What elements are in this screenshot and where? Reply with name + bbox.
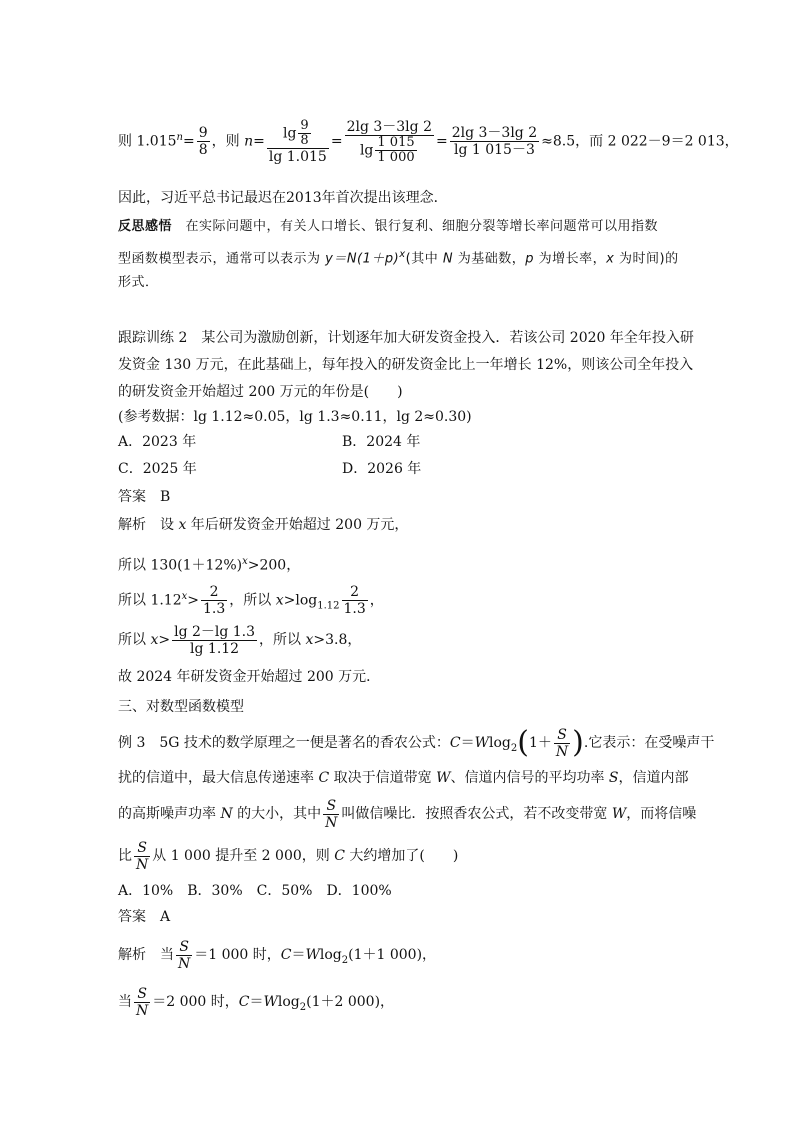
reflection-line: 反思感悟 在实际问题中，有关人口增长、银行复利、细胞分裂等增长率问题常可以用指数 <box>118 219 659 234</box>
text: = <box>435 133 448 150</box>
exponent: n <box>176 132 183 143</box>
section-heading: 三、对数型函数模型 <box>118 699 244 715</box>
solution-line: 故 2024 年研发资金开始超过 200 万元． <box>118 669 381 685</box>
reflection-line: 形式． <box>118 275 159 290</box>
fraction: $\frac{S}{N}$ <box>178 938 191 972</box>
option: D．2026 年 <box>342 461 422 477</box>
fraction: $\frac{S}{N}$ <box>136 839 149 873</box>
option: C．2025 年 <box>118 461 197 477</box>
fraction: $\frac{2\lg 3-3\lg 2}{\lg 1 015-3}$ <box>451 125 538 159</box>
fraction: $\frac{2}{1.3}$ <box>203 584 226 618</box>
text: ，则 <box>211 133 245 150</box>
reference-data: (参考数据：lg 1.12≈0.05，lg 1.3≈0.11，lg 2≈0.30) <box>118 409 472 425</box>
text: ≈8.5，而 2 022－9＝2 013， <box>541 133 739 150</box>
fraction: $\frac{S}{N}$ <box>555 726 569 760</box>
example-line: 的高斯噪声功率 N 的大小，其中 $\frac{S}{N}$ 叫做信噪比．按照香农公式，若不改变带宽 W，而将信噪 <box>118 797 697 831</box>
solution-label: 解析 <box>118 517 146 533</box>
text: = <box>330 133 343 150</box>
fraction: $\frac{S}{N}$ <box>136 985 149 1019</box>
exercise-line: 的研发资金开始超过 200 万元的年份是( ) <box>118 384 403 400</box>
text: = <box>253 133 265 150</box>
example-line: 例 3 5G 技术的数学原理之一便是著名的香农公式：C＝Wlog$_2$(1＋ $\frac{S}{N}$ ).它表示：在受噪声干 <box>118 725 715 760</box>
conclusion: 因此，习近平总书记最迟在2013年首次提出该理念． <box>118 190 448 206</box>
solution-line: 所以 $1.12^x>$ $\frac{2}{1.3}$ ，所以 $x>\log_{1.12}$ $\frac{2}{1.3}$ ， <box>118 584 384 618</box>
options-line: A．10% B．30% C．50% D．100% <box>118 883 392 899</box>
example-line: 比 $\frac{S}{N}$ 从 1 000 提升至 2 000，则 C 大约增加了( ) <box>118 839 459 873</box>
reflection-label: 反思感悟 <box>118 219 173 234</box>
exercise-line: 跟踪训练 2 某公司为激励创新，计划逐年加大研发资金投入．若该公司 2020 年全年投入研 <box>118 330 694 346</box>
solution-label: 解析 <box>118 947 146 963</box>
text: 则 1.015 <box>118 133 177 150</box>
solution-line: 所以 x> $\frac{\lg 2-\lg 1.3}{\lg 1.12}$ ，所以 x>3.8， <box>118 623 362 657</box>
reflection-line: 型函数模型表示，通常可以表示为 $y=N(1+p)^x$(其中 N 为基础数，p 为增长率，x 为时间)的 <box>118 249 679 267</box>
solution-line: 当 $\frac{S}{N}$ ＝2 000 时，C＝Wlog$_2$(1＋2 000)， <box>118 985 395 1019</box>
fraction: lg $\frac{9}{8}$ lg 1.015 <box>268 117 327 165</box>
fraction: 2lg 3－3lg 2 lg $\frac{1 015}{1 000}$ <box>346 118 432 165</box>
solution-line: 解析 当 $\frac{S}{N}$ ＝1 000 时，C＝Wlog$_2$(1＋1 000)， <box>118 938 437 972</box>
answer: 答案 A <box>118 909 171 925</box>
option: A．2023 年 <box>118 434 197 450</box>
exercise-line: 发资金 130 万元，在此基础上，每年投入的研发资金比上一年增长 12%，则该公司全年投入 <box>118 357 694 373</box>
solution-line: 解析 设 x 年后研发资金开始超过 200 万元， <box>118 517 409 533</box>
answer: 答案 B <box>118 489 171 505</box>
variable: n <box>244 133 254 150</box>
example-line: 扰的信道中，最大信息传递速率 C 取决于信道带宽 W、信道内信号的平均功率 S，信道内部 <box>118 770 689 786</box>
fraction: $\frac{\lg 2-\lg 1.3}{\lg 1.12}$ <box>174 623 256 657</box>
solution-line: 所以 $130(1+12\%)^x>200$， <box>118 556 301 574</box>
text: = <box>182 133 195 150</box>
fraction: $\frac{9}{8}$ <box>198 125 208 159</box>
equation-line <box>118 108 739 172</box>
fraction: $\frac{2}{1.3}$ <box>343 584 366 618</box>
option: B．2024 年 <box>342 434 421 450</box>
fraction: $\frac{S}{N}$ <box>325 797 338 831</box>
